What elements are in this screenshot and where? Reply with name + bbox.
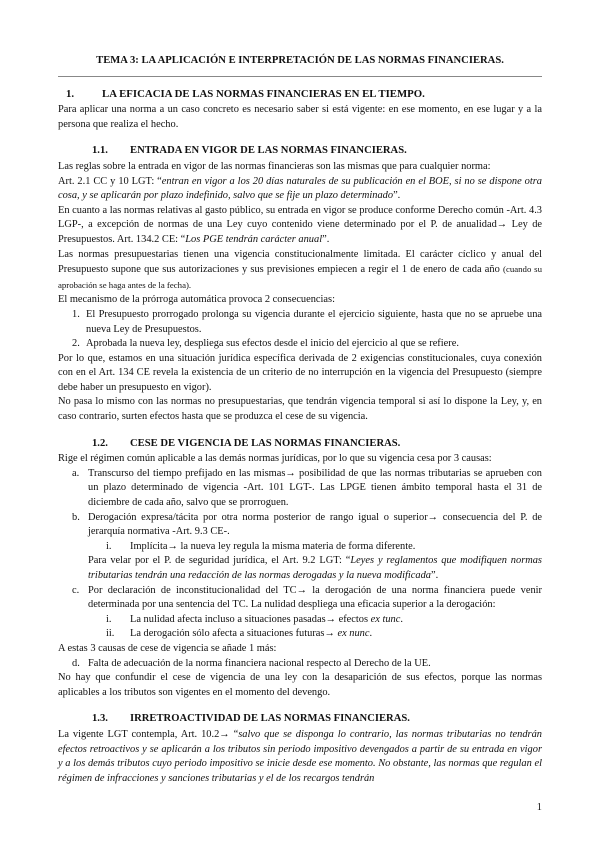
list-item: c. Por declaración de inconstitucionalidad del TC→ la derogación de una norma financiera puede venir determinada por una sentencia del TC. La nulidad despliega una eficacia superior a la derogación: — [72, 584, 542, 611]
section-1-3-heading — [58, 712, 542, 727]
paragraph: No hay que confundir el cese de vigencia de una ley con la desaparición de sus efectos, porque las normas aplicables a los tributos son vigentes en el momento del devengo. — [58, 672, 542, 698]
paragraph: Art. 2.1 CC y 10 LGT: “entran en vigor a los 20 días naturales de su publicación en el BOE, si no se dispone otra cosa, y se aplicarán por plazo indefinido, salvo que se fije un plazo determinado”. — [58, 175, 542, 202]
section-number: 1.2. — [92, 437, 108, 449]
list-item: d. Falta de adecuación de la norma financiera nacional respecto al Derecho de la UE. — [72, 657, 431, 669]
section-title: ENTRADA EN VIGOR DE LAS NORMAS FINANCIERAS. — [130, 145, 407, 157]
paragraph: Para aplicar una norma a un caso concreto es necesario saber si está vigente: en ese momento, en ese lugar y a la persona que realiza el hecho. — [58, 104, 542, 130]
paragraph: Las reglas sobre la entrada en vigor de las normas financieras son las mismas que para cualquier norma: — [58, 160, 491, 172]
paragraph: No pasa lo mismo con las normas no presupuestarias, que tendrán vigencia temporal si así lo dispone la Ley, y, en caso contrario, surten efectos hasta que se produzca el cese de su vigencia. — [58, 396, 542, 423]
section-title: LA EFICACIA DE LAS NORMAS FINANCIERAS EN EL TIEMPO. — [102, 87, 425, 100]
document-page — [58, 50, 542, 786]
title-divider — [58, 76, 542, 77]
paragraph: Por lo que, estamos en una situación jurídica específica derivada de 2 exigencias constitucionales, cuya conexión con en el Art. 134 CE revela la existencia de un criterio de no interrupción en la vigencia del Presupuesto (siempre debe haber un presupuesto en vigor). — [58, 352, 542, 393]
list-item: b. Derogación expresa/tácita por otra norma posterior de rango igual o superior→ consecuencia del P. de jerarquía normativa -Art. 9.3 CE-. — [72, 511, 542, 538]
paragraph: El mecanismo de la prórroga automática provoca 2 consecuencias: — [58, 294, 335, 306]
paragraph: A estas 3 causas de cese de vigencia se añade 1 más: — [58, 642, 277, 654]
section-title: CESE DE VIGENCIA DE LAS NORMAS FINANCIERAS. — [130, 437, 401, 449]
section-title: IRRETROACTIVIDAD DE LAS NORMAS FINANCIERAS. — [130, 713, 410, 725]
section-number: 1.3. — [92, 713, 108, 725]
section-number: 1.1. — [92, 145, 108, 157]
numbered-list — [58, 308, 542, 352]
section-1-heading — [58, 87, 542, 102]
paragraph: En cuanto a las normas relativas al gasto público, su entrada en vigor se produce conforme Derecho común -Art. 4.3 LGP-, a excepción de normas de una Ley cuyo contenido viene determinado por el P. de anualidad→ Ley de Presupuestos. Art. 134.2 CE: “Los PGE tendrán carácter anual”. — [58, 204, 542, 245]
section-1-2-heading — [58, 437, 542, 452]
section-number: 1. — [66, 87, 75, 100]
sub-list-item: i. Implícita→ la nueva ley regula la misma materia de forma diferente. — [106, 540, 416, 552]
document-title: TEMA 3: LA APLICACIÓN E INTERPRETACIÓN DE LAS NORMAS FINANCIERAS. — [96, 55, 504, 66]
list-item: 1. El Presupuesto prorrogado prolonga su vigencia durante el ejercicio siguiente, hasta que no se apruebe una nueva Ley de Presupuestos. — [72, 308, 542, 335]
sub-list-item: i. La nulidad afecta incluso a situaciones pasadas→ efectos ex tunc. — [106, 613, 403, 625]
list-item: a. Transcurso del tiempo prefijado en las mismas→ posibilidad de que las normas tributarias se aprueben con un plazo determinado de vigencia -Art. 101 LGT-. Las LPGE tienen ámbito temporal hasta el 31 de diciembre de cada año, salvo que se prorroguen. — [72, 467, 542, 509]
paragraph: Rige el régimen común aplicable a las demás normas jurídicas, por lo que su vigencia cesa por 3 causas: — [58, 453, 492, 465]
page-number: 1 — [536, 802, 542, 813]
paragraph: Para velar por el P. de seguridad jurídica, el Art. 9.2 LGT: “Leyes y reglamentos que modifiquen normas tributarias tendrán una redacción de las normas derogadas y la nueva modificada”. — [88, 555, 542, 581]
sub-list-item: ii. La derogación sólo afecta a situaciones futuras→ ex nunc. — [106, 628, 373, 640]
paragraph: La vigente LGT contempla, Art. 10.2→ “salvo que se disponga lo contrario, las normas tributarias no tendrán efectos retroactivos y se aplicarán a los tributos sin periodo impositivo devengados a partir de su entrada en vigor y a los demás tributos cuyo periodo impositivo se inicie desde ese momento. No obstante, las normas que regulan el régimen de infracciones y sanciones tributarias y el de los recargos tendrán — [58, 728, 542, 784]
section-1-1-heading — [58, 144, 542, 159]
paragraph: Las normas presupuestarias tienen una vigencia constitucionalmente limitada. El carácter cíclico y anual del Presupuesto supone que sus autorizaciones y sus previsiones empiecen a regir el 1 de enero de cada año (cuando su aprobación se haga antes de la fecha). — [58, 248, 542, 290]
list-item: 2. Aprobada la nueva ley, despliega sus efectos desde el inicio del ejercicio al que se refiere. — [72, 338, 459, 350]
